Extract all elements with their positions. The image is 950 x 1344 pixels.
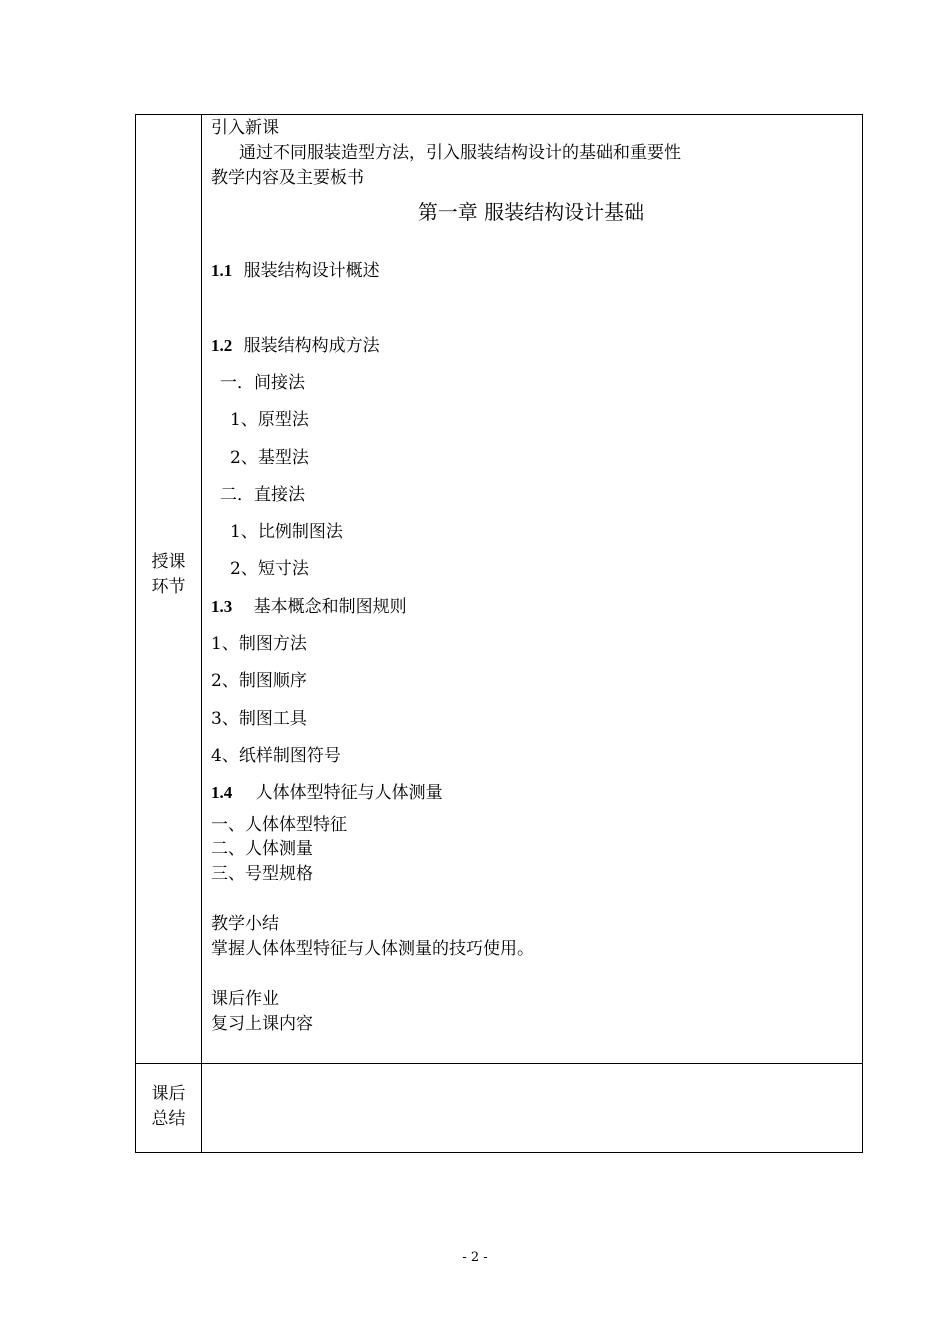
section-title: 服装结构构成方法	[243, 336, 380, 356]
section-title: 基本概念和制图规则	[253, 597, 407, 617]
chapter-title: 第一章 服装结构设计基础	[417, 200, 645, 224]
row-label-teaching: 授课 环节	[151, 552, 186, 597]
list-item: 4、纸样制图符号	[211, 746, 341, 766]
list-item: 一．间接法	[220, 373, 305, 393]
column-divider	[201, 115, 202, 1152]
list-item: 2、基型法	[230, 448, 309, 468]
list-item: 3、制图工具	[211, 709, 307, 729]
section-number: 1.1	[211, 261, 233, 280]
row-label-summary: 课后 总结	[151, 1084, 186, 1129]
section-number: 1.2	[211, 336, 233, 355]
summary-text: 掌握人体体型特征与人体测量的技巧使用。	[211, 939, 534, 959]
intro-text: 通过不同服装造型方法，引入服装结构设计的基础和重要性	[239, 143, 681, 163]
list-item: 1、原型法	[230, 410, 309, 430]
section-1-3	[211, 595, 407, 619]
section-1-4	[211, 781, 443, 805]
list-item: 二．直接法	[220, 485, 305, 505]
section-number: 1.4	[211, 783, 233, 802]
homework-heading: 课后作业	[211, 989, 279, 1009]
section-number: 1.3	[211, 597, 233, 616]
summary-heading: 教学小结	[211, 914, 279, 934]
content-heading: 教学内容及主要板书	[211, 168, 364, 188]
list-item: 1、比例制图法	[230, 522, 343, 542]
row-divider	[136, 1063, 862, 1064]
section-1-1	[211, 259, 380, 283]
section-1-2	[211, 334, 380, 358]
list-item: 2、制图顺序	[211, 671, 307, 691]
page-number: - 2 -	[462, 1250, 488, 1265]
homework-text: 复习上课内容	[211, 1014, 313, 1034]
intro-heading: 引入新课	[211, 118, 279, 138]
list-item: 一、人体体型特征	[211, 815, 347, 835]
section-title: 人体体型特征与人体测量	[255, 783, 443, 803]
list-item: 2、短寸法	[230, 559, 309, 579]
list-item: 1、制图方法	[211, 634, 307, 654]
list-item: 三、号型规格	[211, 864, 313, 884]
lesson-table	[135, 114, 863, 1153]
list-item: 二、人体测量	[211, 839, 313, 859]
section-title: 服装结构设计概述	[243, 261, 380, 281]
